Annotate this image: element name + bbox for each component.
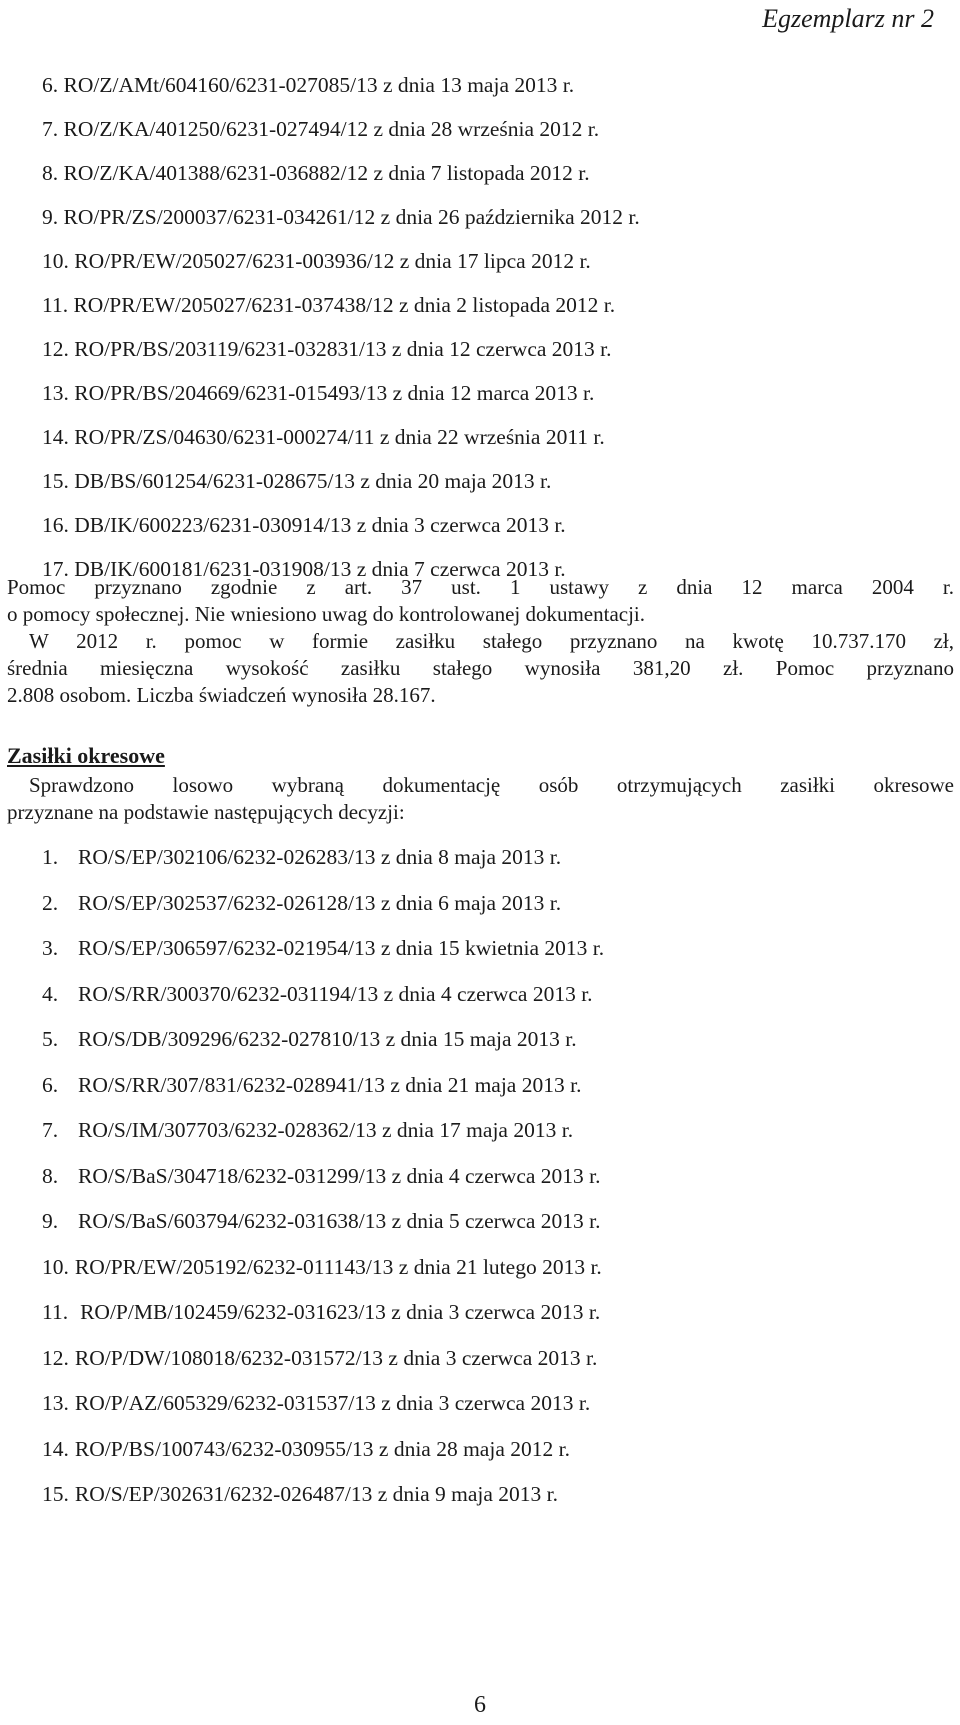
item-number: 6. (42, 73, 59, 97)
item-text: RO/S/RR/307/831/6232-028941/13 z dnia 21 maja 2013 r. (78, 1072, 582, 1097)
item-number: 17. (42, 557, 69, 581)
item-text: RO/Z/KA/401388/6231-036882/12 z dnia 7 listopada 2012 r. (63, 161, 590, 185)
list-item (42, 466, 922, 510)
item-number: 9. (42, 1209, 59, 1233)
item-number: 11. (42, 293, 69, 317)
item-text: RO/S/IM/307703/6232-028362/13 z dnia 17 maja 2013 r. (78, 1118, 574, 1142)
item-number: 7. (42, 117, 59, 141)
list-item (42, 290, 922, 334)
list-item (42, 1161, 942, 1207)
paragraph-line: średnia miesięczna wysokość zasiłku stałego wynosiła 381,20 zł. Pomoc przyznano (7, 656, 954, 680)
list-item (42, 979, 942, 1025)
item-number: 15. (42, 1482, 69, 1506)
copy-label: Egzemplarz nr 2 (762, 4, 934, 33)
list-item (42, 1388, 942, 1434)
list-item (42, 1115, 942, 1161)
item-text: RO/Z/AMt/604160/6231-027085/13 z dnia 13 maja 2013 r. (63, 73, 575, 97)
item-number: 3. (42, 936, 59, 960)
list-item (42, 202, 922, 246)
item-text: RO/P/AZ/605329/6232-031537/13 z dnia 3 czerwca 2013 r. (74, 1391, 591, 1415)
item-text: DB/IK/600181/6231-031908/13 z dnia 7 czerwca 2013 r. (74, 557, 566, 581)
item-number: 7. (42, 1118, 59, 1142)
item-text: RO/PR/EW/205027/6231-037438/12 z dnia 2 listopada 2012 r. (73, 293, 616, 317)
item-number: 6. (42, 1072, 59, 1097)
item-number: 14. (42, 1436, 69, 1461)
item-text: RO/PR/ZS/04630/6231-000274/11 z dnia 22 września 2011 r. (74, 425, 605, 449)
section-heading: Zasiłki okresowe (7, 743, 165, 768)
item-text: RO/PR/BS/203119/6231-032831/13 z dnia 12 czerwca 2013 r. (74, 337, 612, 361)
paragraph-line: Pomoc przyznano zgodnie z art. 37 ust. 1 ustawy z dnia 12 marca 2004 r. (7, 575, 954, 599)
item-number: 14. (42, 425, 69, 449)
list-item (42, 1206, 942, 1252)
item-number: 10. (42, 1254, 69, 1279)
list-item (42, 334, 922, 378)
item-text: RO/S/EP/302631/6232-026487/13 z dnia 9 maja 2013 r. (74, 1482, 559, 1506)
section-intro-paragraph (7, 772, 954, 826)
list-item (42, 70, 922, 114)
legal-basis-paragraph (7, 574, 954, 628)
item-text: RO/P/MB/102459/6232-031623/13 z dnia 3 czerwca 2013 r. (80, 1300, 601, 1324)
decision-list-permanent (42, 70, 922, 598)
list-item (42, 933, 942, 979)
item-text: RO/S/EP/302537/6232-026128/13 z dnia 6 maja 2013 r. (78, 890, 562, 915)
item-number: 13. (42, 1391, 69, 1415)
item-text: RO/S/DB/309296/6232-027810/13 z dnia 15 maja 2013 r. (78, 1027, 577, 1051)
list-item (42, 1479, 942, 1525)
item-text: RO/P/BS/100743/6232-030955/13 z dnia 28 maja 2012 r. (74, 1436, 570, 1461)
item-number: 8. (42, 161, 59, 185)
item-text: RO/P/DW/108018/6232-031572/13 z dnia 3 czerwca 2013 r. (74, 1345, 598, 1370)
item-text: RO/PR/EW/205192/6232-011143/13 z dnia 21 lutego 2013 r. (74, 1254, 602, 1279)
item-number: 1. (42, 845, 59, 869)
paragraph-line: Sprawdzono losowo wybraną dokumentację osób otrzymujących zasiłki okresowe (29, 773, 954, 797)
paragraph-line: W 2012 r. pomoc w formie zasiłku stałego przyznano na kwotę 10.737.170 zł, (29, 629, 954, 653)
list-item (42, 1252, 942, 1298)
item-number: 12. (42, 1345, 69, 1370)
item-text: RO/S/BaS/304718/6232-031299/13 z dnia 4 czerwca 2013 r. (78, 1163, 601, 1188)
paragraph-line: przyznane na podstawie następujących decyzji: (7, 800, 405, 824)
item-text: RO/PR/EW/205027/6231-003936/12 z dnia 17 lipca 2012 r. (74, 249, 591, 273)
item-number: 2. (42, 890, 59, 915)
item-number: 16. (42, 513, 69, 537)
list-item (42, 1297, 942, 1343)
item-text: RO/S/EP/306597/6232-021954/13 z dnia 15 kwietnia 2013 r. (78, 936, 605, 960)
item-number: 15. (42, 469, 69, 493)
page-number: 6 (474, 1692, 486, 1718)
list-item (42, 114, 922, 158)
item-text: RO/Z/KA/401250/6231-027494/12 z dnia 28 września 2012 r. (63, 117, 600, 141)
item-text: RO/S/EP/302106/6232-026283/13 z dnia 8 maja 2013 r. (78, 845, 562, 869)
item-text: DB/BS/601254/6231-028675/13 z dnia 20 maja 2013 r. (74, 469, 552, 493)
list-item (42, 1343, 942, 1389)
list-item (42, 1024, 942, 1070)
paragraph-line: o pomocy społecznej. Nie wniesiono uwag do kontrolowanej dokumentacji. (7, 602, 646, 626)
list-item (42, 1434, 942, 1480)
item-text: RO/S/BaS/603794/6232-031638/13 z dnia 5 czerwca 2013 r. (78, 1209, 601, 1233)
item-number: 8. (42, 1163, 59, 1188)
item-text: RO/S/RR/300370/6232-031194/13 z dnia 4 czerwca 2013 r. (78, 981, 593, 1006)
list-item (42, 378, 922, 422)
item-text: RO/PR/ZS/200037/6231-034261/12 z dnia 26 października 2012 r. (63, 205, 640, 229)
list-item (42, 1070, 942, 1116)
item-number: 4. (42, 981, 59, 1006)
list-item (42, 246, 922, 290)
list-item (42, 158, 922, 202)
list-item (42, 888, 942, 934)
list-item (42, 842, 942, 888)
item-number: 11. (42, 1300, 69, 1324)
item-number: 13. (42, 381, 69, 405)
item-number: 9. (42, 205, 59, 229)
item-number: 10. (42, 249, 69, 273)
paragraph-line: 2.808 osobom. Liczba świadczeń wynosiła 28.167. (7, 683, 436, 707)
list-item (42, 510, 922, 554)
item-text: RO/PR/BS/204669/6231-015493/13 z dnia 12 marca 2013 r. (74, 381, 595, 405)
decision-list-periodic (42, 842, 942, 1525)
item-number: 12. (42, 337, 69, 361)
item-text: DB/IK/600223/6231-030914/13 z dnia 3 czerwca 2013 r. (74, 513, 566, 537)
list-item (42, 422, 922, 466)
statistics-paragraph (7, 628, 954, 709)
item-number: 5. (42, 1027, 59, 1051)
